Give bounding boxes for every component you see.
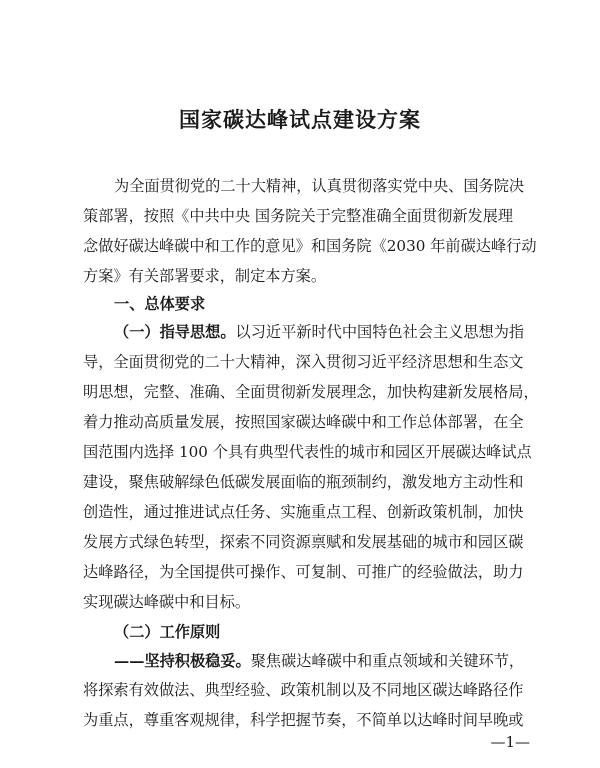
- subsection-heading: （一）指导思想。: [114, 323, 236, 341]
- page-number: —1—: [490, 733, 530, 751]
- paragraph-line: 达峰路径，为全国提供可操作、可复制、可推广的经验做法，助力: [83, 563, 524, 581]
- subsection-heading: （二）工作原则: [114, 623, 221, 641]
- intro-line: 方案》有关部署要求，制定本方案。: [83, 267, 326, 285]
- paragraph-line: 创造性，通过推进试点任务、实施重点工程、创新政策机制，加快: [83, 503, 524, 521]
- paragraph-line: 着力推动高质量发展，按照国家碳达峰碳中和工作总体部署，在全: [83, 413, 524, 431]
- paragraph-text: 以习近平新时代中国特色社会主义思想为指: [235, 323, 525, 341]
- paragraph-line: 为重点，尊重客观规律，科学把握节奏，不简单以达峰时间早晚或: [83, 711, 524, 729]
- intro-line: 为全面贯彻党的二十大精神，认真贯彻落实党中央、国务院决: [114, 177, 525, 195]
- paragraph-line: 发展方式绿色转型，探索不同资源禀赋和发展基础的城市和园区碳: [83, 533, 524, 551]
- paragraph-line: 国范围内选择 100 个具有典型代表性的城市和园区开展碳达峰试点: [83, 443, 532, 461]
- paragraph-text: 聚焦碳达峰碳中和重点领域和关键环节，: [250, 652, 525, 670]
- paragraph-line: 建设，聚焦破解绿色低碳发展面临的瓶颈制约，激发地方主动性和: [83, 473, 524, 491]
- paragraph-line: 导，全面贯彻党的二十大精神，深入贯彻习近平经济思想和生态文: [83, 353, 524, 371]
- intro-line: 策部署，按照《中共中央 国务院关于完整准确全面贯彻新发展理: [83, 207, 514, 225]
- section-heading: 一、总体要求: [114, 295, 206, 313]
- document-title: 国家碳达峰试点建设方案: [179, 107, 421, 132]
- paragraph-line: [114, 651, 524, 671]
- paragraph-line: 实现碳达峰碳中和目标。: [83, 593, 251, 611]
- principle-heading: ——坚持积极稳妥。: [114, 652, 251, 670]
- paragraph-line: [114, 322, 524, 342]
- intro-line: 念做好碳达峰碳中和工作的意见》和国务院《2030 年前碳达峰行动: [83, 237, 537, 255]
- paragraph-line: 将探索有效做法、典型经验、政策机制以及不同地区碳达峰路径作: [83, 681, 524, 699]
- paragraph-line: 明思想，完整、准确、全面贯彻新发展理念，加快构建新发展格局，: [83, 383, 539, 401]
